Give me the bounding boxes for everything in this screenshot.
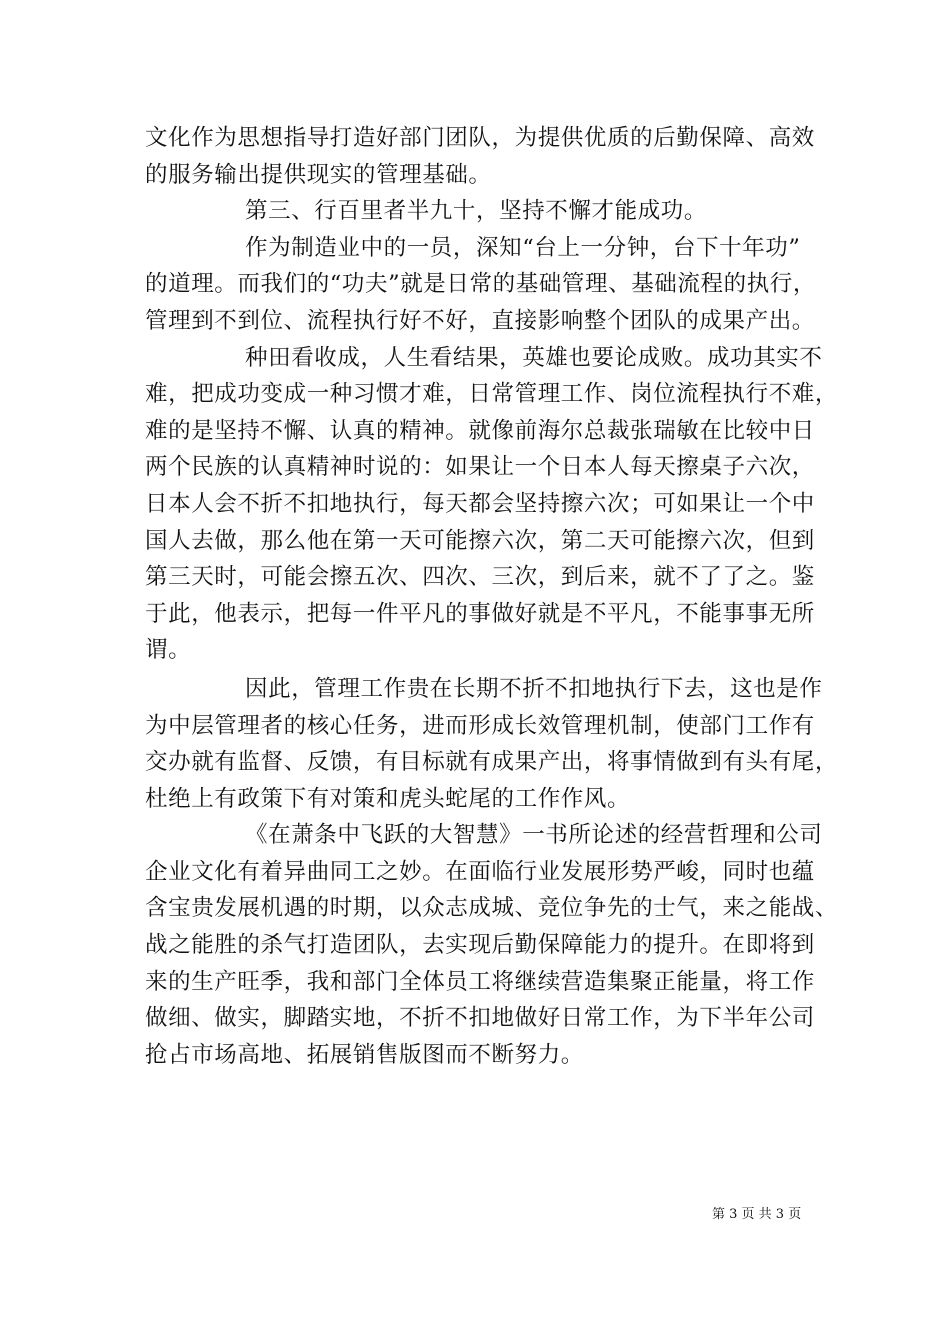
section-heading: 第三、行百里者半九十，坚持不懈才能成功。: [245, 198, 708, 225]
text-line: 企业文化有着异曲同工之妙。在面临行业发展形势严峻，同时也蕴: [145, 858, 815, 885]
text-line: 日本人会不折不扣地执行，每天都会坚持擦六次；可如果让一个中: [145, 490, 815, 517]
text-line: 种田看收成，人生看结果，英雄也要论成败。成功其实不: [245, 344, 823, 371]
text-line: 的服务输出提供现实的管理基础。: [145, 161, 492, 188]
text-line: 含宝贵发展机遇的时期，以众志成城、竞位争先的士气，来之能战、: [145, 895, 839, 922]
text-line: 来的生产旺季，我和部门全体员工将继续营造集聚正能量，将工作: [145, 968, 815, 995]
document-body: [145, 120, 839, 1073]
text-line: 抢占市场高地、拓展销售版图而不断努力。: [145, 1041, 584, 1068]
text-line: 难，把成功变成一种习惯才难，日常管理工作、岗位流程执行不难，: [145, 381, 839, 408]
page-number-footer: 第 3 页 共 3 页: [712, 1207, 802, 1222]
text-line: 难的是坚持不懈、认真的精神。就像前海尔总裁张瑞敏在比较中日: [145, 417, 815, 444]
text-line: 两个民族的认真精神时说的：如果让一个日本人每天擦桌子六次，: [145, 454, 815, 481]
text-line: 杜绝上有政策下有对策和虎头蛇尾的工作作风。: [145, 785, 631, 812]
text-line: 谓。: [145, 637, 192, 664]
text-line: 因此，管理工作贵在长期不折不扣地执行下去，这也是作: [245, 675, 823, 702]
text-line: 战之能胜的杀气打造团队，去实现后勤保障能力的提升。在即将到: [145, 932, 815, 959]
text-line: 《在萧条中飞跃的大智慧》一书所论述的经营哲理和公司: [245, 822, 823, 849]
text-line: 文化作为思想指导打造好部门团队，为提供优质的后勤保障、高效: [145, 125, 815, 151]
text-line: 为中层管理者的核心任务，进而形成长效管理机制，使部门工作有: [145, 712, 815, 739]
text-line: 做细、做实，脚踏实地，不折不扣地做好日常工作，为下半年公司: [145, 1005, 815, 1032]
text-line: 管理到不到位、流程执行好不好，直接影响整个团队的成果产出。: [145, 307, 815, 334]
text-line: 的道理。而我们的“功夫”就是日常的基础管理、基础流程的执行，: [145, 271, 817, 298]
text-line: 第三天时，可能会擦五次、四次、三次，到后来，就不了了之。鉴: [145, 564, 815, 591]
text-line: 国人去做，那么他在第一天可能擦六次，第二天可能擦六次，但到: [145, 527, 815, 554]
text-line: 于此，他表示，把每一件平凡的事做好就是不平凡，不能事事无所: [145, 600, 815, 627]
text-line: 作为制造业中的一员，深知“台上一分钟，台下十年功”: [245, 234, 801, 261]
text-line: 交办就有监督、反馈，有目标就有成果产出，将事情做到有头有尾，: [145, 749, 839, 776]
